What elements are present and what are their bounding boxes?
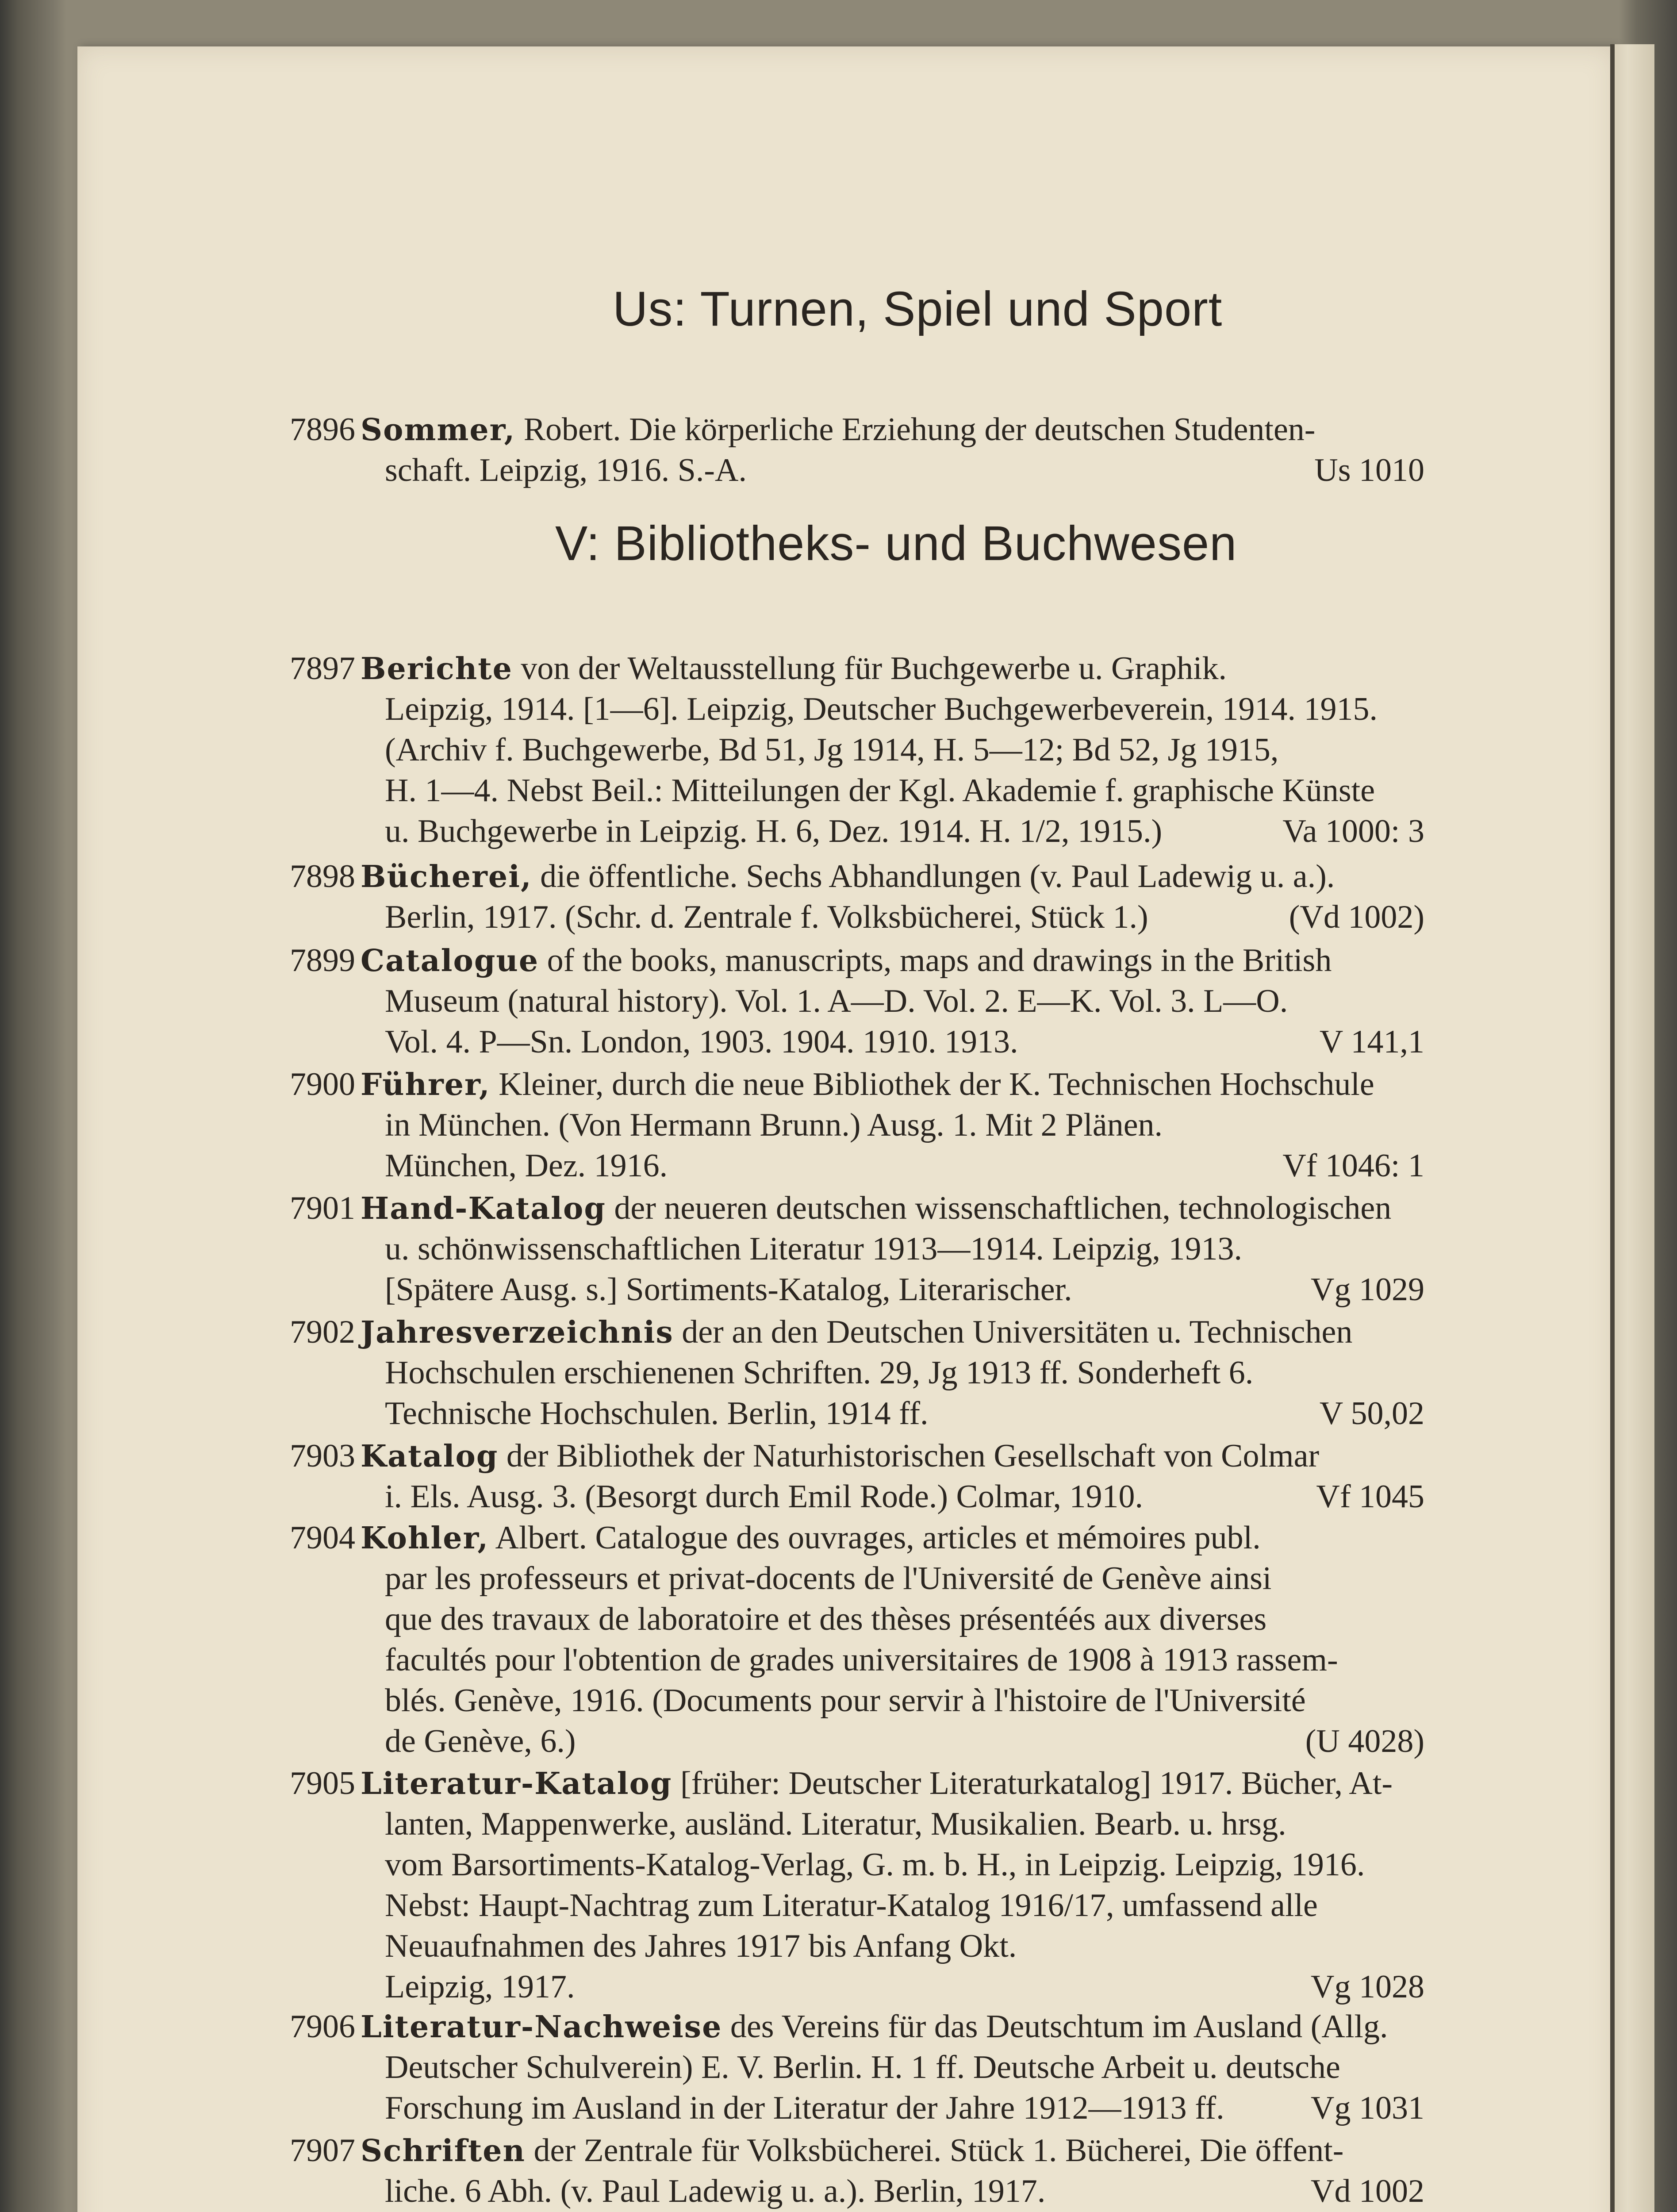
next-page-edge <box>1615 44 1654 2212</box>
entry-line <box>385 981 1288 1022</box>
entry-text: vom Barsortiments-Katalog-Verlag, G. m. b. H., in Leipzig. Leipzig, 1916. <box>385 1847 1365 1883</box>
entry-number: 7906 <box>290 2008 355 2045</box>
shelf-signature: (U 4028) <box>1305 1723 1424 1759</box>
entry-line <box>385 1680 1306 1721</box>
entry-text: u. schönwissenschaftlichen Literatur 1913—1914. Leipzig, 1913. <box>385 1231 1242 1267</box>
book-page <box>77 46 1615 2212</box>
entry-line <box>385 811 1162 852</box>
entry-keyword: Sommer, <box>361 412 516 448</box>
entry-text: des Vereins für das Deutschtum im Ausland (Allg. <box>722 2008 1388 2045</box>
entry-number: 7904 <box>290 1520 355 1556</box>
shelf-signature: Vg 1028 <box>1311 1969 1424 2005</box>
entry-text: lanten, Mappenwerke, ausländ. Literatur, Musikalien. Bearb. u. hrsg. <box>385 1806 1286 1842</box>
entry-line <box>385 1145 668 1186</box>
entry-keyword: Bücherei, <box>361 859 532 895</box>
entry-text: [Spätere Ausg. s.] Sortiments-Katalog, Literarischer. <box>385 1271 1072 1308</box>
entry-line <box>361 1436 1319 1477</box>
entry-text: Leipzig, 1914. [1—6]. Leipzig, Deutscher Buchgewerbeverein, 1914. 1915. <box>385 691 1378 727</box>
entry-line <box>385 1885 1318 1926</box>
entry-text: Deutscher Schulverein) E. V. Berlin. H. 1 ff. Deutsche Arbeit u. deutsche <box>385 2049 1340 2085</box>
entry-text: schaft. Leipzig, 1916. S.-A. <box>385 452 747 488</box>
entry-number: 7902 <box>290 1314 355 1350</box>
entry-text: of the books, manuscripts, maps and drawings in the British <box>539 942 1332 979</box>
entry-text: in München. (Von Hermann Brunn.) Ausg. 1. Mit 2 Plänen. <box>385 1107 1163 1143</box>
entry-text: von der Weltausstellung für Buchgewerbe u. Graphik. <box>512 650 1227 687</box>
entry-text: facultés pour l'obtention de grades universitaires de 1908 à 1913 rassem- <box>385 1642 1338 1678</box>
entry-line <box>385 1926 1017 1966</box>
entry-line <box>385 730 1278 770</box>
entry-line <box>385 689 1378 730</box>
entry-line <box>361 856 1335 897</box>
entry-line <box>385 1229 1242 1269</box>
entry-text: der neueren deutschen wissenschaftlichen, technologischen <box>606 1190 1392 1226</box>
entry-text: Museum (natural history). Vol. 1. A—D. Vol. 2. E—K. Vol. 3. L—O. <box>385 983 1288 1019</box>
entry-text: die öffentliche. Sechs Abhandlungen (v. Paul Ladewig u. a.). <box>532 858 1335 895</box>
entry-text: H. 1—4. Nebst Beil.: Mitteilungen der Kgl. Akademie f. graphische Künste <box>385 772 1375 809</box>
entry-text: [früher: Deutscher Literaturkatalog] 1917. Bücher, At- <box>672 1765 1393 1801</box>
entry-number: 7900 <box>290 1066 355 1102</box>
entry-text: par les professeurs et privat-docents de l'Université de Genève ainsi <box>385 1560 1272 1597</box>
entry-number: 7898 <box>290 858 355 895</box>
entry-text: Berlin, 1917. (Schr. d. Zentrale f. Volksbücherei, Stück 1.) <box>385 899 1148 935</box>
shelf-signature: Va 1000: 3 <box>1282 813 1424 849</box>
entry-keyword: Jahresverzeichnis <box>361 1315 674 1350</box>
shelf-signature: Vf 1045 <box>1316 1479 1424 1515</box>
entry-line <box>385 1269 1072 1310</box>
entry-text: Neuaufnahmen des Jahres 1917 bis Anfang Okt. <box>385 1928 1017 1964</box>
entry-line <box>385 1721 576 1762</box>
entry-text: Vol. 4. P—Sn. London, 1903. 1904. 1910. 1913. <box>385 1024 1018 1060</box>
entry-text: Albert. Catalogue des ouvrages, articles et mémoires publ. <box>489 1520 1261 1556</box>
entry-number: 7897 <box>290 650 355 687</box>
entry-keyword: Literatur-Katalog <box>361 1766 672 1801</box>
entry-text: Forschung im Ausland in der Literatur der Jahre 1912—1913 ff. <box>385 2090 1224 2126</box>
shelf-signature: (Vd 1002) <box>1289 899 1424 935</box>
entry-keyword: Führer, <box>361 1067 491 1102</box>
shelf-signature: Vg 1029 <box>1311 1271 1424 1308</box>
entry-text: der Zentrale für Volksbücherei. Stück 1. Bücherei, Die öffent- <box>525 2132 1344 2169</box>
entry-line <box>385 1966 575 2007</box>
entry-line <box>385 1476 1143 1517</box>
entry-line <box>385 1804 1286 1844</box>
entry-line <box>385 1558 1271 1599</box>
entry-text: de Genève, 6.) <box>385 1723 576 1759</box>
entry-line <box>361 2130 1343 2171</box>
entry-text: blés. Genève, 1916. (Documents pour servir à l'histoire de l'Université <box>385 1682 1306 1719</box>
entry-text: Leipzig, 1917. <box>385 1969 575 2005</box>
entry-line <box>385 1844 1365 1885</box>
entry-line <box>385 1352 1253 1393</box>
entry-line <box>361 940 1332 981</box>
entry-text: u. Buchgewerbe in Leipzig. H. 6, Dez. 1914. H. 1/2, 1915.) <box>385 813 1163 849</box>
entry-line <box>361 1312 1352 1353</box>
entry-text: Nebst: Haupt-Nachtrag zum Literatur-Katalog 1916/17, umfassend alle <box>385 1887 1318 1924</box>
section-heading-v: V: Bibliotheks- und Buchwesen <box>555 516 1237 571</box>
entry-keyword: Catalogue <box>361 943 539 979</box>
shelf-signature: V 141,1 <box>1319 1024 1424 1060</box>
entry-text: Robert. Die körperliche Erziehung der deutschen Studenten- <box>515 411 1316 448</box>
entry-line <box>385 2047 1340 2088</box>
entry-text: Hochschulen erschienenen Schriften. 29, Jg 1913 ff. Sonderheft 6. <box>385 1355 1254 1391</box>
page-content <box>77 46 1615 2212</box>
entry-line <box>361 1763 1393 1804</box>
entry-keyword: Kohler, <box>361 1521 489 1556</box>
entry-keyword: Hand-Katalog <box>361 1191 606 1226</box>
entry-line <box>385 897 1148 937</box>
entry-number: 7901 <box>290 1190 355 1226</box>
entry-keyword: Katalog <box>361 1439 499 1474</box>
entry-line <box>385 2088 1224 2128</box>
entry-line <box>361 1064 1374 1105</box>
entry-text: que des travaux de laboratoire et des thèses présentéés aux diverses <box>385 1601 1267 1637</box>
entry-line <box>385 450 747 491</box>
entry-keyword: Schriften <box>361 2133 526 2169</box>
entry-line <box>361 1517 1261 1559</box>
shelf-signature: Vg 1031 <box>1311 2090 1424 2126</box>
entry-text: der an den Deutschen Universitäten u. Technischen <box>673 1314 1353 1350</box>
entry-line <box>361 648 1227 689</box>
entry-line <box>385 1599 1266 1640</box>
entry-line <box>385 1105 1163 1145</box>
entry-line <box>385 770 1375 811</box>
entry-text: München, Dez. 1916. <box>385 1148 668 1184</box>
shelf-signature: V 50,02 <box>1319 1395 1424 1432</box>
entry-keyword: Literatur-Nachweise <box>361 2009 722 2045</box>
entry-number: 7899 <box>290 942 355 979</box>
entry-text: liche. 6 Abh. (v. Paul Ladewig u. a.). Berlin, 1917. <box>385 2173 1046 2209</box>
section-heading-us: Us: Turnen, Spiel und Sport <box>613 282 1223 336</box>
entry-line <box>385 1393 929 1434</box>
entry-number: 7907 <box>290 2132 355 2169</box>
entry-text: Technische Hochschulen. Berlin, 1914 ff. <box>385 1395 929 1432</box>
entry-number: 7903 <box>290 1438 355 1474</box>
entry-line <box>385 1640 1338 1680</box>
entry-text: Kleiner, durch die neue Bibliothek der K. Technischen Hochschule <box>490 1066 1374 1102</box>
entry-number: 7905 <box>290 1765 355 1801</box>
entry-text: der Bibliothek der Naturhistorischen Gesellschaft von Colmar <box>498 1438 1320 1474</box>
shelf-signature: Vf 1046: 1 <box>1282 1148 1424 1184</box>
entry-line <box>361 1188 1391 1229</box>
entry-text: (Archiv f. Buchgewerbe, Bd 51, Jg 1914, H. 5—12; Bd 52, Jg 1915, <box>385 732 1279 768</box>
entry-line <box>361 2006 1388 2047</box>
shelf-signature: Vd 1002 <box>1311 2173 1424 2209</box>
shelf-signature: Us 1010 <box>1314 452 1424 488</box>
entry-text: i. Els. Ausg. 3. (Besorgt durch Emil Rode.) Colmar, 1910. <box>385 1479 1143 1515</box>
entry-number: 7896 <box>290 411 355 448</box>
entry-line <box>361 409 1315 450</box>
entry-keyword: Berichte <box>361 651 513 687</box>
entry-line <box>385 1022 1018 1062</box>
entry-line <box>385 2171 1045 2212</box>
